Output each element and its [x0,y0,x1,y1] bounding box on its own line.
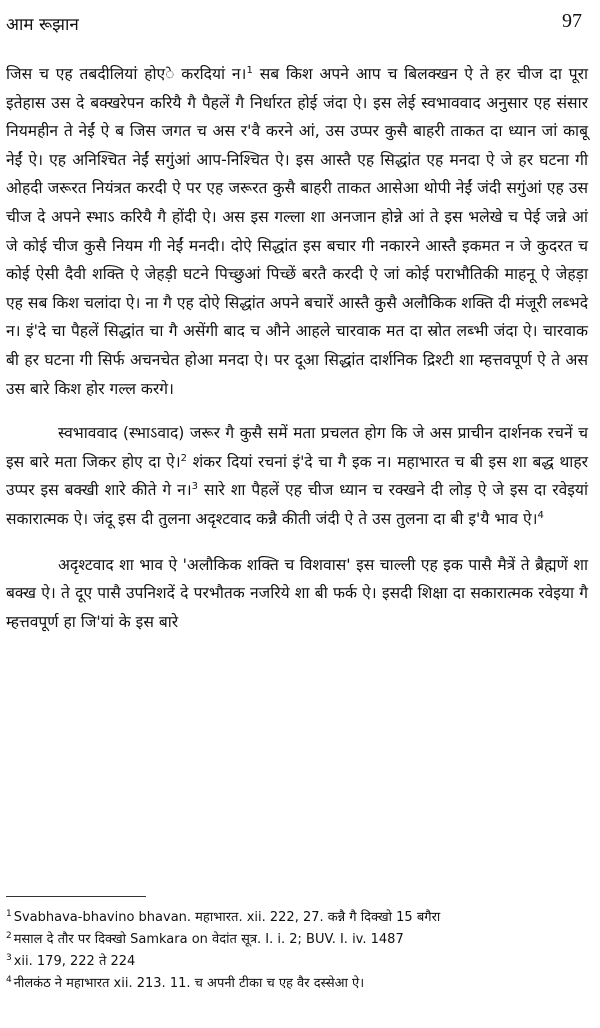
footnote-text: नीलकंठ ने महाभारत xii. 213. 11. च अपनी टीका च एह वैर दस्सेआ ऐ। [13,976,365,991]
paragraph-text: अदृश्टवाद शा भाव ऐ 'अलौकिक शक्ति च विशवास' इस चाल्ली एह इक पासै मैत्रें ते ब्रैह्मणें शा बक्ख ऐ। ते दूए पासै उपनिशदें दे परभौतक नजरिये शा बी फर्क ऐ। इसदी शिक्षा दा सकारात्मक रवेइया गै म्हत्तवपूर्ण हा जि'यां के इस बारे [6,555,588,631]
footnote-ref: 1 [246,64,253,76]
paragraph-text: स्वभाववाद (स्भाऽवाद) जरूर गै कुसै समें मता प्रचलत होग कि जे अस प्राचीन दार्शनक रचनें च इस बारे मता जिकर होए दा ऐ। [6,424,588,471]
paragraph-2 [6,419,588,533]
paragraph-3 [6,551,588,637]
paragraph-text: शंकर दियां रचनां इं'दे चा गै इक न। महाभारत च बी इस शा बद्ध थाहर उप्पर इस बक्खी शारे कीते गे न। [6,452,588,500]
footnote-ref: 3 [191,481,199,493]
page-header [0,8,600,38]
page-number: 97 [562,10,582,32]
footnote-3 [6,951,590,973]
footnote-4 [6,973,590,995]
footnote-text: मसाल दे तौर पर दिक्खो Samkara on वेदांत सूत्र. I. i. 2; BUV. I. iv. 1487 [13,932,404,947]
footnote-ref: 4 [537,509,544,521]
footnote-number: 2 [6,930,12,941]
footnote-2 [6,929,590,951]
footnotes [6,907,590,995]
footnote-text: xii. 179, 222 ते 224 [13,954,136,969]
running-title: आम रूझान [6,15,79,35]
footnote-ref: 2 [180,452,188,464]
footnote-1 [6,907,590,929]
paragraph-1 [6,60,588,403]
paragraph-text: सारे शा पैहलें एह चीज ध्यान च रक्खने दी लोड़ ऐ जे इस दा रवेइयां सकारात्मक ऐ। जंदू इस दी तुलना अदृश्टवाद कन्नै कीती जंदी ऐ ते उस तुलना दा बी इ'यै भाव ऐ। [6,481,588,528]
paragraph-text: सब किश अपने आप च बिलक्खन ऐ ते हर चीज दा पूरा इतेहास उस दे बक्खरेपन करियै गै पैहलें गै निर्धारत होई जंदा ऐ। इस लेई स्वभाववाद अनुसार एह संसार नियमहीन ते नेईं ऐ ब जिस जगत च अस र'वै करने आं, उस उप्पर कुसै बाहरी ताकत दा ध्यान जां काबू नेईं ऐ। एह अनिश्चित नेईं सगुंआं आप-निश्चित ऐ। इस आस्तै एह सिद्धांत एह मनदा ऐ जे हर घटना गी ओहदी जरूरत नियंत्रत करदी ऐ पर एह जरूरत कुसै बाहरी ताकत आसेआ थोपी नेईं जंदी सगुंआं एह उस चीज दे अपने स्भाऽ करियै गै होंदी ऐ। अस इस गल्ला शा अनजान होन्ने आं ते इस भलेखे च पेई जन्ने आं जे कोई चीज कुसै नियम गी नेईं मनदी। दोऐ सिद्धांत इस बचार गी नकारने आस्तै इकमत न जे कुदरत च कोई ऐसी दैवी शक्ति ऐ जेहड़ी घटने पिच्छुआं पिच्छें बरतै करदी ऐ जां कोई पराभौतिकी माहनू ऐ जेहड़ा एह सब किश चलांदा ऐ। ना गै एह दोऐ सिद्धांत अपने बचारें आस्तै कुसै अलौकिक शक्ति दी मंजूरी लब्भदे न। इं'दे चा पैहलें सिद्धांत चा गै असेंगी बाद च औने आहले चारवाक मत दा स्रोत लब्भी जंदा ऐ। चारवाक बी हर घटना गी सिर्फ अचनचेत होआ मनदा ऐ। पर दूआ सिद्धांत दार्शनिक द्रिश्टी शा म्हत्तवपूर्ण ऐ ते अस उस बारे किश होर गल्ल करगे। [6,65,588,398]
body-text [6,60,588,636]
footnote-number: 1 [6,908,12,919]
paragraph-text: जिस च एह तबदीलियां होएे करदियां न। [6,65,247,83]
footnote-number: 4 [6,974,12,985]
footnote-divider [6,896,146,897]
footnote-number: 3 [6,952,12,963]
footnote-text: Svabhava-bhavino bhavan. महाभारत. xii. 222, 27. कन्नै गै दिक्खो 15 बगैरा [13,910,441,925]
